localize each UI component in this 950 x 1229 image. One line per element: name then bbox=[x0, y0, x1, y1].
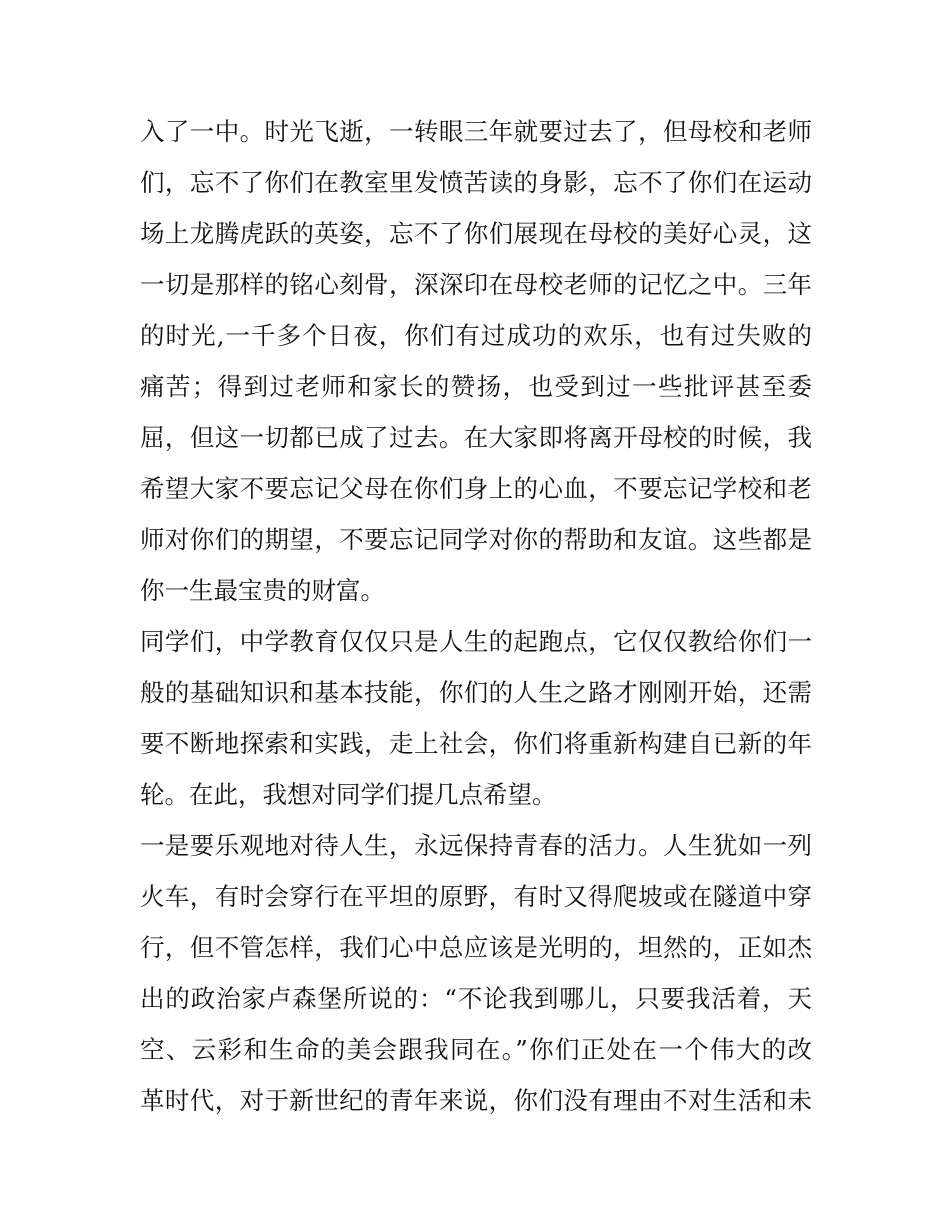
text-line: 空、云彩和生命的美会跟我同在。”你们正处在一个伟大的改 bbox=[140, 1035, 812, 1064]
text-line: 入了一中。时光飞逝，一转眼三年就要过去了，但母校和老师 bbox=[140, 117, 812, 146]
text-line: 轮。在此，我想对同学们提几点希望。 bbox=[140, 780, 557, 809]
text-line: 同学们，中学教育仅仅只是人生的起跑点，它仅仅教给你们一 bbox=[140, 627, 812, 656]
text-line: 行，但不管怎样，我们心中总应该是光明的，坦然的，正如杰 bbox=[140, 933, 812, 962]
text-line: 希望大家不要忘记父母在你们身上的心血，不要忘记学校和老 bbox=[140, 474, 812, 503]
text-line: 一切是那样的铭心刻骨，深深印在母校老师的记忆之中。三年 bbox=[140, 270, 812, 299]
text-line: 痛苦；得到过老师和家长的赞扬，也受到过一些批评甚至委 bbox=[140, 372, 812, 401]
text-line: 场上龙腾虎跃的英姿，忘不了你们展现在母校的美好心灵，这 bbox=[140, 219, 812, 248]
text-line: 革时代，对于新世纪的青年来说，你们没有理由不对生活和未 bbox=[140, 1086, 812, 1115]
text-line: 你一生最宝贵的财富。 bbox=[140, 576, 385, 605]
text-line: 屈，但这一切都已成了过去。在大家即将离开母校的时候，我 bbox=[140, 423, 812, 452]
text-line: 们，忘不了你们在教室里发愤苦读的身影，忘不了你们在运动 bbox=[140, 168, 812, 197]
text-line: 般的基础知识和基本技能，你们的人生之路才刚刚开始，还需 bbox=[140, 678, 812, 707]
text-line: 出的政治家卢森堡所说的：“不论我到哪儿，只要我活着，天 bbox=[140, 984, 812, 1013]
text-line: 的时光,一千多个日夜，你们有过成功的欢乐，也有过失败的 bbox=[140, 321, 812, 350]
text-line: 师对你们的期望，不要忘记同学对你的帮助和友谊。这些都是 bbox=[140, 525, 812, 554]
text-line: 火车，有时会穿行在平坦的原野，有时又得爬坡或在隧道中穿 bbox=[140, 882, 812, 911]
text-line: 一是要乐观地对待人生，永远保持青春的活力。人生犹如一列 bbox=[140, 831, 812, 860]
text-line: 要不断地探索和实践，走上社会，你们将重新构建自已新的年 bbox=[140, 729, 812, 758]
body-text bbox=[140, 106, 812, 1126]
